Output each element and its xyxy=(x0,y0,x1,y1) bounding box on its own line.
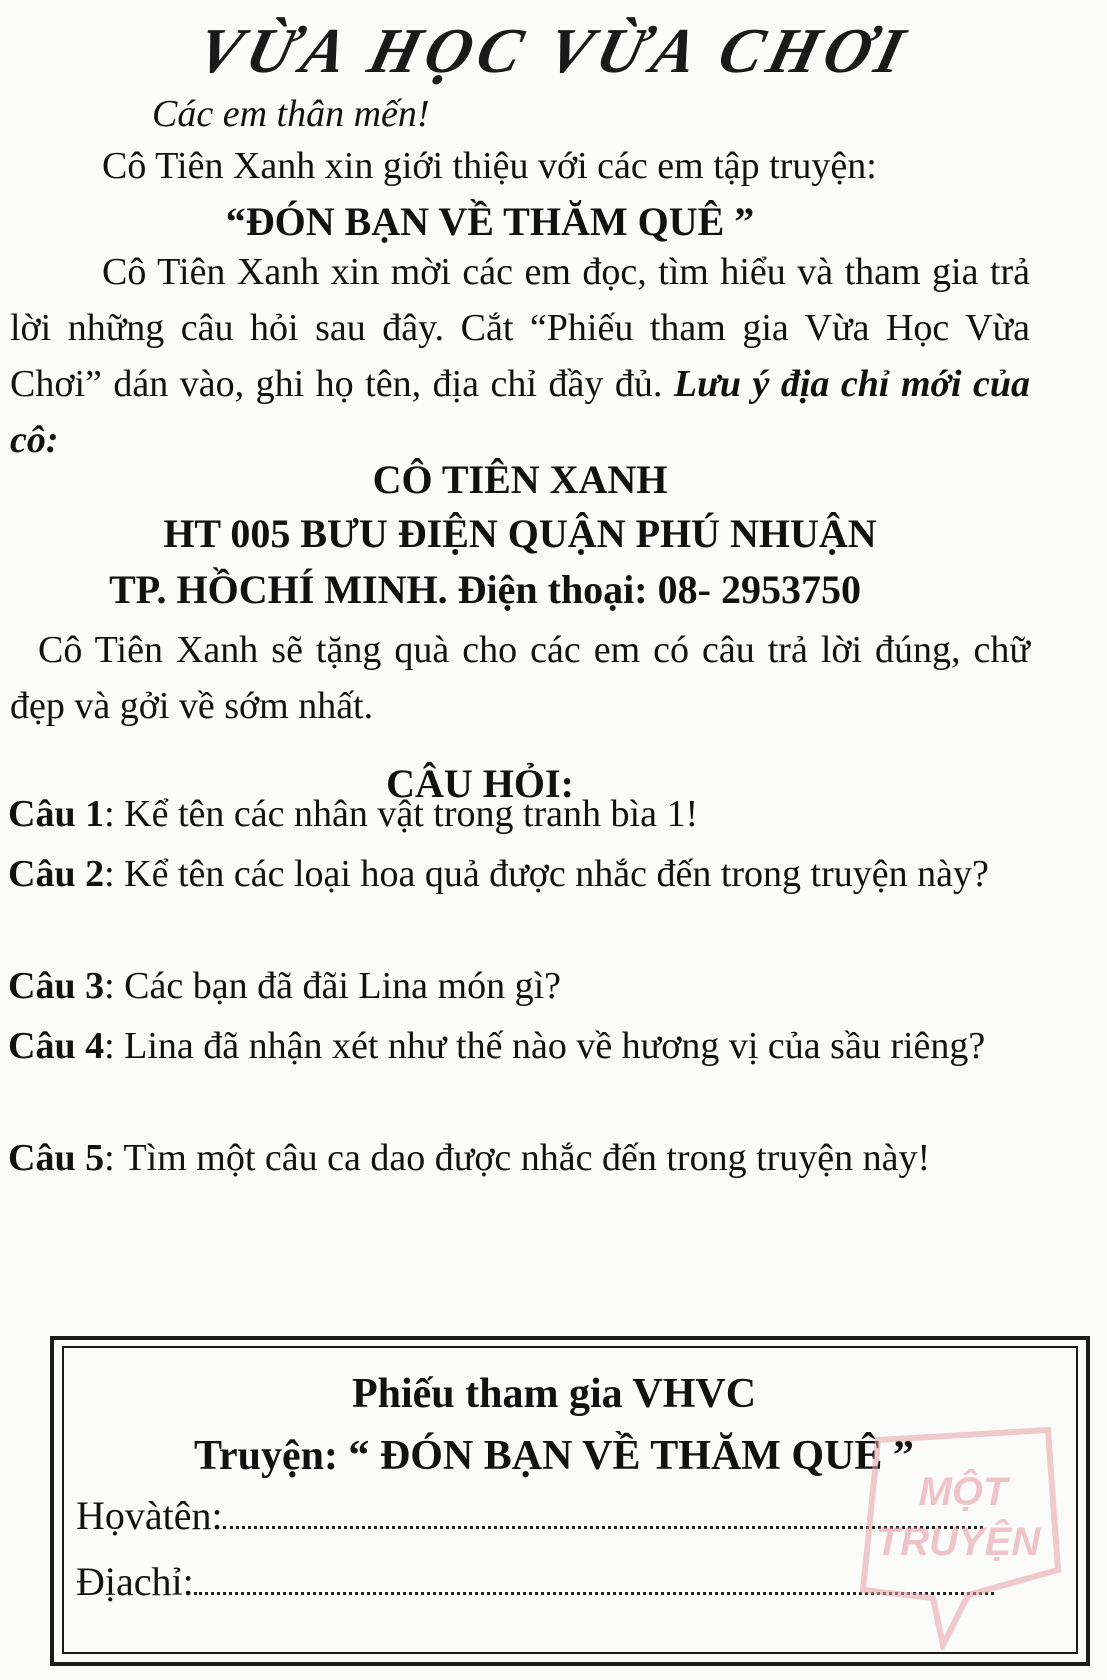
question-label: Câu 4 xyxy=(8,1025,105,1067)
watermark-text-2: TRUYỆN xyxy=(875,1520,1041,1564)
question-text: : Tìm một câu ca dao được nhắc đến trong truyện này! xyxy=(104,1137,931,1179)
question-4 xyxy=(8,1018,1008,1074)
address-note: Lưu ý địa chỉ mới của cô: xyxy=(10,363,1031,461)
question-label: Câu 5 xyxy=(8,1137,105,1179)
name-label: Họvàtên: xyxy=(76,1493,223,1538)
intro-line: Cô Tiên Xanh xin giới thiệu với các em tập truyện: xyxy=(102,145,877,187)
address-line-2: HT 005 BƯU ĐIỆN QUẬN PHÚ NHUẬN xyxy=(163,511,877,556)
watermark-logo xyxy=(848,1420,1068,1650)
question-text: : Lina đã nhận xét như thế nào về hương vị của sầu riêng? xyxy=(104,1025,986,1067)
form-name-row xyxy=(76,1492,983,1539)
question-text: : Các bạn đã đãi Lina món gì? xyxy=(104,965,561,1007)
page-title: VỪA HỌC VỪA CHƠI xyxy=(190,15,918,86)
instructions-paragraph xyxy=(10,244,1030,468)
form-title: Phiếu tham gia VHVC xyxy=(351,1371,757,1417)
question-label: Câu 1 xyxy=(8,793,105,835)
question-label: Câu 3 xyxy=(8,965,105,1007)
form-story: Truyện: “ ĐÓN BẠN VỀ THĂM QUÊ ” xyxy=(194,1433,914,1479)
prize-paragraph: Cô Tiên Xanh sẽ tặng quà cho các em có câu trả lời đúng, chữ đẹp và gởi về sớm nhất. xyxy=(10,629,1030,727)
question-1 xyxy=(8,786,1008,842)
question-5 xyxy=(8,1130,1008,1186)
address-line-1: CÔ TIÊN XANH xyxy=(372,457,668,502)
watermark-text-1: MỘT xyxy=(918,1470,1008,1514)
question-text: : Kể tên các nhân vật trong tranh bìa 1! xyxy=(104,793,699,835)
question-label: Câu 2 xyxy=(8,853,105,895)
address-line-3: TP. HỒCHÍ MINH. Điện thoại: 08- 2953750 xyxy=(109,567,861,612)
questions-heading: CÂU HỎI: xyxy=(386,761,574,806)
question-text: : Kể tên các loại hoa quả được nhắc đến trong truyện này? xyxy=(104,853,989,895)
story-title: “ĐÓN BẠN VỀ THĂM QUÊ ” xyxy=(225,199,755,244)
question-3 xyxy=(8,958,1008,1014)
address-label: Địachỉ: xyxy=(76,1559,194,1604)
question-2 xyxy=(8,846,1008,902)
greeting: Các em thân mến! xyxy=(152,93,430,135)
instructions-text: Cô Tiên Xanh xin mời các em đọc, tìm hiểu và tham gia trả lời những câu hỏi sau đây. Cắt “Phiếu tham gia Vừa Học Vừa Chơi” dán vào, ghi họ tên, địa chỉ đầy đủ. xyxy=(10,251,1030,405)
